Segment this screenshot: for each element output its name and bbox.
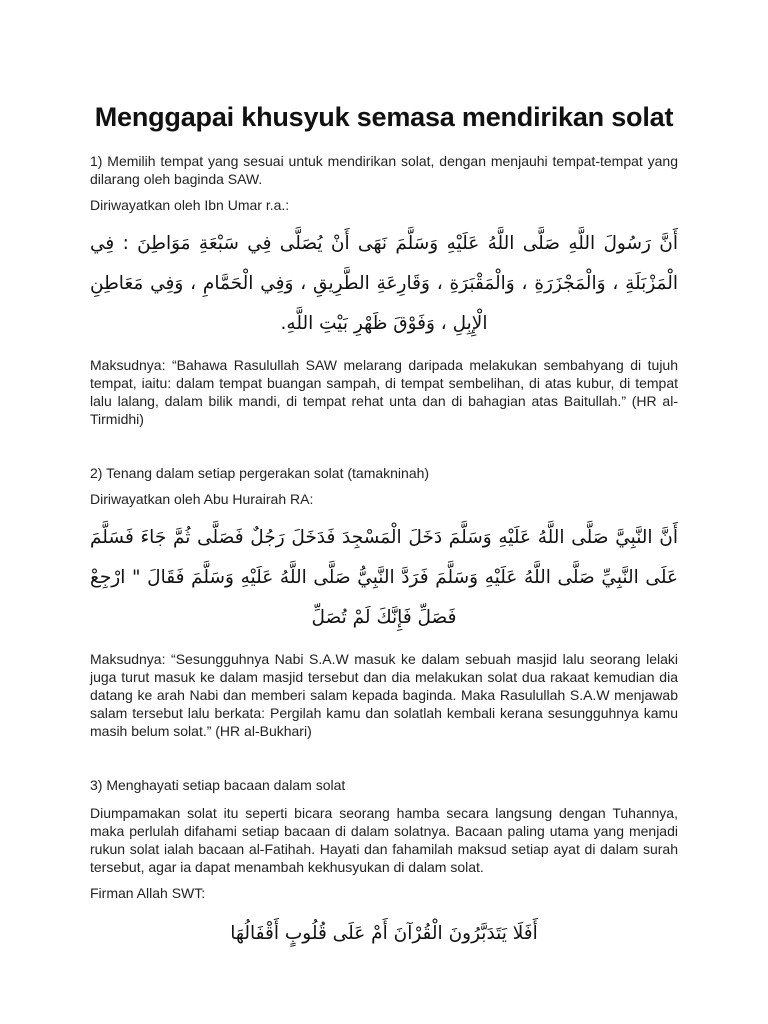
section-2-arabic-hadith: أَنَّ النَّبِيَّ صَلَّى اللَّهُ عَلَيْهِ وَسَلَّمَ دَخَلَ الْمَسْجِدَ فَدَخَلَ رَجُلٌ فَصَلَّى ثُمَّ جَاءَ فَسَلَّمَ عَلَى النَّبِيِّ صَلَّى اللَّهُ عَلَيْهِ وَسَلَّمَ فَرَدَّ النَّبِيُّ صَلَّى اللَّهُ عَلَيْهِ وَسَلَّمَ فَقَالَ " ارْجِعْ فَصَلِّ فَإِنَّكَ لَمْ تُصَلِّ (90, 527, 678, 628)
section-3-body: Diumpamakan solat itu seperti bicara seorang hamba secara langsung dengan Tuhannya, maka perlulah difahami setiap bacaan di dalam solatnya. Bacaan paling utama yang menjadi rukun solat ialah bacaan al-Fatihah. Hayati dan fahamilah maksud setiap ayat di dalam surah tersebut, agar ia dapat menambah kekhusyukan di dalam solat. (90, 805, 678, 875)
section-2-heading: 2) Tenang dalam setiap pergerakan solat (tamakninah) (90, 465, 430, 481)
section-1-meaning: Maksudnya: “Bahawa Rasulullah SAW melarang daripada melakukan sembahyang di tujuh tempat, iaitu: dalam tempat buangan sampah, di tempat sembelihan, di atas kubur, di tempat lalu lalang, dalam bilik mandi, di tempat rehat unta dan di bahagian atas Baitullah.” (HR al-Tirmidhi) (90, 357, 678, 427)
section-3-heading: 3) Menghayati setiap bacaan dalam solat (90, 777, 346, 793)
section-1-arabic-hadith: أَنَّ رَسُولَ اللَّهِ صَلَّى اللَّهُ عَلَيْهِ وَسَلَّمَ نَهَى أَنْ يُصَلَّى فِي سَبْعَةِ مَوَاطِنَ : فِي الْمَزْبَلَةِ ، وَالْمَجْزَرَةِ ، وَالْمَقْبَرَةِ ، وَقَارِعَةِ الطَّرِيقِ ، وَفِي الْحَمَّامِ ، وَفِي مَعَاطِنِ الْإِبِلِ ، وَفَوْقَ ظَهْرِ بَيْتِ اللَّهِ. (90, 233, 678, 334)
section-3-arabic-verse: أَفَلَا يَتَدَبَّرُونَ الْقُرْآنَ أَمْ عَلَى قُلُوبٍ أَقْفَالُهَا (230, 923, 538, 944)
section-1-narrator: Diriwayatkan oleh Ibn Umar r.a.: (90, 197, 290, 213)
section-2-narrator: Diriwayatkan oleh Abu Hurairah RA: (90, 491, 314, 507)
section-2-meaning: Maksudnya: “Sesungguhnya Nabi S.A.W masuk ke dalam sebuah masjid lalu seorang lelaki juga turut masuk ke dalam masjid tersebut dan dia melakukan solat dua rakaat kemudian dia datang ke arah Nabi dan memberi salam kepada baginda. Maka Rasulullah S.A.W menjawab salam tersebut lalu berkata: Pergilah kamu dan solatlah kembali kerana sesungguhnya kamu masih belum solat.” (HR al-Bukhari) (90, 651, 678, 739)
section-1-heading: 1) Memilih tempat yang sesuai untuk mendirikan solat, dengan menjauhi tempat-tempat yang dilarang oleh baginda SAW. (90, 153, 678, 187)
document-title: Menggapai khusyuk semasa mendirikan solat (94, 102, 674, 132)
section-3-narrator: Firman Allah SWT: (90, 885, 206, 901)
